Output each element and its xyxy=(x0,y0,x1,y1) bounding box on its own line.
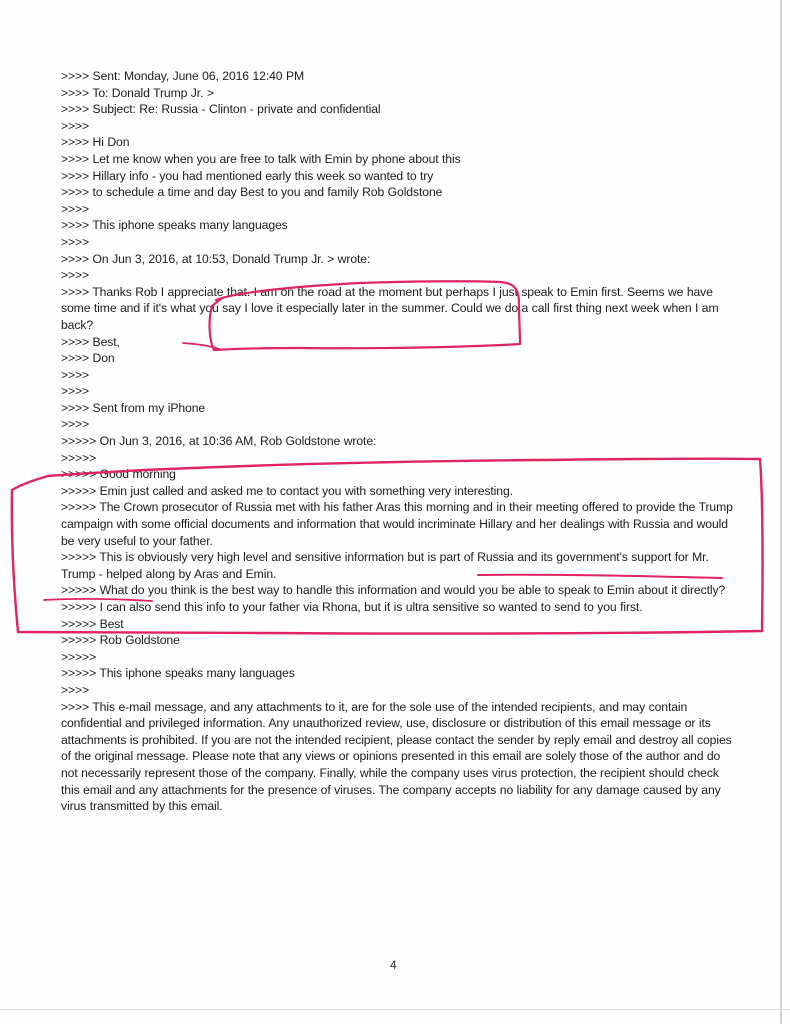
sender-name-line: >>>>> Rob Goldstone xyxy=(61,633,180,648)
quote-marker-line: >>>> xyxy=(61,417,90,432)
message-line: >>>>> I can also send this info to your father via Rhona, but it is ultra sensitive so wanted to send to you first. xyxy=(61,600,643,614)
signature-line: >>>>> This iphone speaks many languages xyxy=(61,666,295,681)
quote-marker-line: >>>> xyxy=(61,201,90,216)
page-number: 4 xyxy=(390,958,397,972)
message-line: >>>> Let me know when you are free to talk with Emin by phone about this xyxy=(61,151,461,166)
quote-marker-line: >>>>> xyxy=(61,450,97,465)
to-line: >>>> To: Donald Trump Jr. > xyxy=(61,85,214,100)
quote-marker-line: >>>> xyxy=(61,234,90,249)
subject-line: >>>> Subject: Re: Russia - Clinton - private and confidential xyxy=(61,102,381,117)
quote-marker-line: >>>>> xyxy=(61,649,97,664)
quote-marker-line: >>>> xyxy=(61,682,90,697)
message-line: >>>> Hillary info - you had mentioned early this week so wanted to try xyxy=(61,168,434,183)
signature-line: >>>> This iphone speaks many languages xyxy=(61,218,288,233)
message-paragraph: >>>>> This is obviously very high level and sensitive information but is part of Russia and its government's support for Mr. Trump - helped along by Aras and Emin. xyxy=(61,550,709,581)
closing-line: >>>> Best, xyxy=(61,334,120,349)
signature-line: >>>> Sent from my iPhone xyxy=(61,400,206,415)
reply-header-line: >>>>> On Jun 3, 2016, at 10:36 AM, Rob Goldstone wrote: xyxy=(61,434,377,449)
sender-name-line: >>>> Don xyxy=(61,351,115,366)
closing-line: >>>>> Best xyxy=(61,616,124,631)
message-line: >>>>> Emin just called and asked me to contact you with something very interesting. xyxy=(61,483,513,498)
disclaimer-paragraph: >>>> This e-mail message, and any attachments to it, are for the sole use of the intended recipients, and may contain confidential and privileged information. Any unauthorized review, use, disclosure or distribution of this email message or its attachments is prohibited. If you are not the intended recipient, please contact the sender by reply email and destroy all copies of the original message. Please note that any views or opinions presented in this email are solely those of the author and do not necessarily represent those of the company. Finally, while the company uses virus protection, the recipient should check this email and any attachments for the presence of viruses. The company accepts no liability for any damage caused by any virus transmitted by this email. xyxy=(61,699,732,814)
quote-marker-line: >>>> xyxy=(61,367,90,382)
reply-header-line: >>>> On Jun 3, 2016, at 10:53, Donald Trump Jr. > wrote: xyxy=(61,251,371,266)
greeting-line: >>>> Hi Don xyxy=(61,135,130,150)
page-edge-right xyxy=(780,0,782,1024)
message-paragraph: >>>>> The Crown prosecutor of Russia met with his father Aras this morning and in their meeting offered to provide the Trump campaign with some official documents and information that would incriminate Hillary and her dealings with Russia and would be very useful to your father. xyxy=(61,500,733,548)
quote-marker-line: >>>> xyxy=(61,118,90,133)
quote-marker-line: >>>> xyxy=(61,268,90,283)
page-edge-bottom xyxy=(0,1009,790,1010)
reply-paragraph: >>>> Thanks Rob I appreciate that. I am on the road at the moment but perhaps I just speak to Emin first. Seems we have some time and if it's what you say I love it especially later in the summer. Could we do a call first thing next week when I am back? xyxy=(61,284,719,332)
greeting-line: >>>>> Good morning xyxy=(61,467,176,482)
quote-marker-line: >>>> xyxy=(61,384,90,399)
message-paragraph: >>>>> What do you think is the best way to handle this information and would you be able to speak to Emin about it directly? xyxy=(61,583,726,598)
email-thread-text xyxy=(61,68,733,815)
message-line: >>>> to schedule a time and day Best to you and family Rob Goldstone xyxy=(61,185,443,200)
sent-line: >>>> Sent: Monday, June 06, 2016 12:40 PM xyxy=(61,69,305,83)
